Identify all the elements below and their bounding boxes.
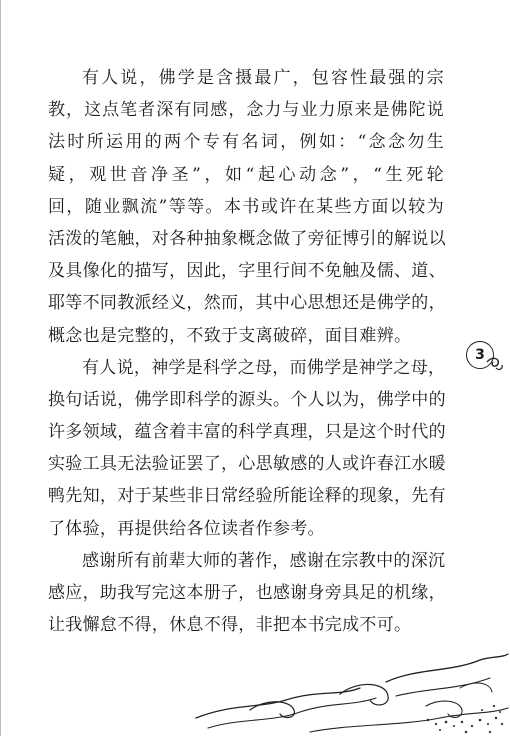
text-line: 回，随业飘流”等等。本书或许在某些方面以较为 [48, 196, 444, 217]
text-line: 了体验，再提供给各位读者作参考。 [48, 518, 325, 539]
page-edge-line [0, 0, 1, 736]
text-line: 活泼的笔触，对各种抽象概念做了旁征博引的解说以 [48, 228, 446, 249]
text-line: 换句话说，佛学即科学的源头。个人以为，佛学中的 [48, 389, 446, 410]
body-text [48, 62, 444, 641]
text-line: 概念也是完整的，不致于支离破碎，面目难辨。 [48, 325, 412, 346]
page-number: 3 [466, 341, 494, 369]
text-line: 有人说，神学是科学之母，而佛学是神学之母， [82, 357, 446, 378]
text-line: 教，这点笔者深有同感，念力与业力原来是佛陀说 [48, 100, 444, 121]
text-line: 鸭先知，对于某些非日常经验所能诠释的现象，先有 [48, 486, 446, 507]
text-line: 疑，观世音净圣”，如“起心动念”，“生死轮 [48, 164, 444, 185]
text-line: 让我懈怠不得，休息不得，非把本书完成不可。 [48, 615, 412, 636]
text-line: 感应，助我写完这本册子，也感谢身旁具足的机缘， [48, 583, 446, 603]
text-line: 及具像化的描写，因此，字里行间不免触及儒、道、 [48, 261, 446, 282]
swirl-ornament-icon [484, 352, 506, 374]
text-line: 耶等不同教派经义，然而，其中心思想还是佛学的， [48, 293, 446, 314]
text-line: 法时所运用的两个专有名词，例如：“念念勿生 [48, 132, 444, 153]
text-line: 感谢所有前辈大师的著作，感谢在宗教中的深沉 [82, 550, 446, 571]
text-line: 有人说，佛学是含摄最广，包容性最强的宗 [82, 68, 444, 88]
wave-cloud-illustration [190, 648, 510, 736]
text-line: 许多领域，蕴含着丰富的科学真理，只是这个时代的 [48, 422, 446, 443]
text-line: 实验工具无法验证罢了，心思敏感的人或许春江水暖 [48, 454, 446, 475]
